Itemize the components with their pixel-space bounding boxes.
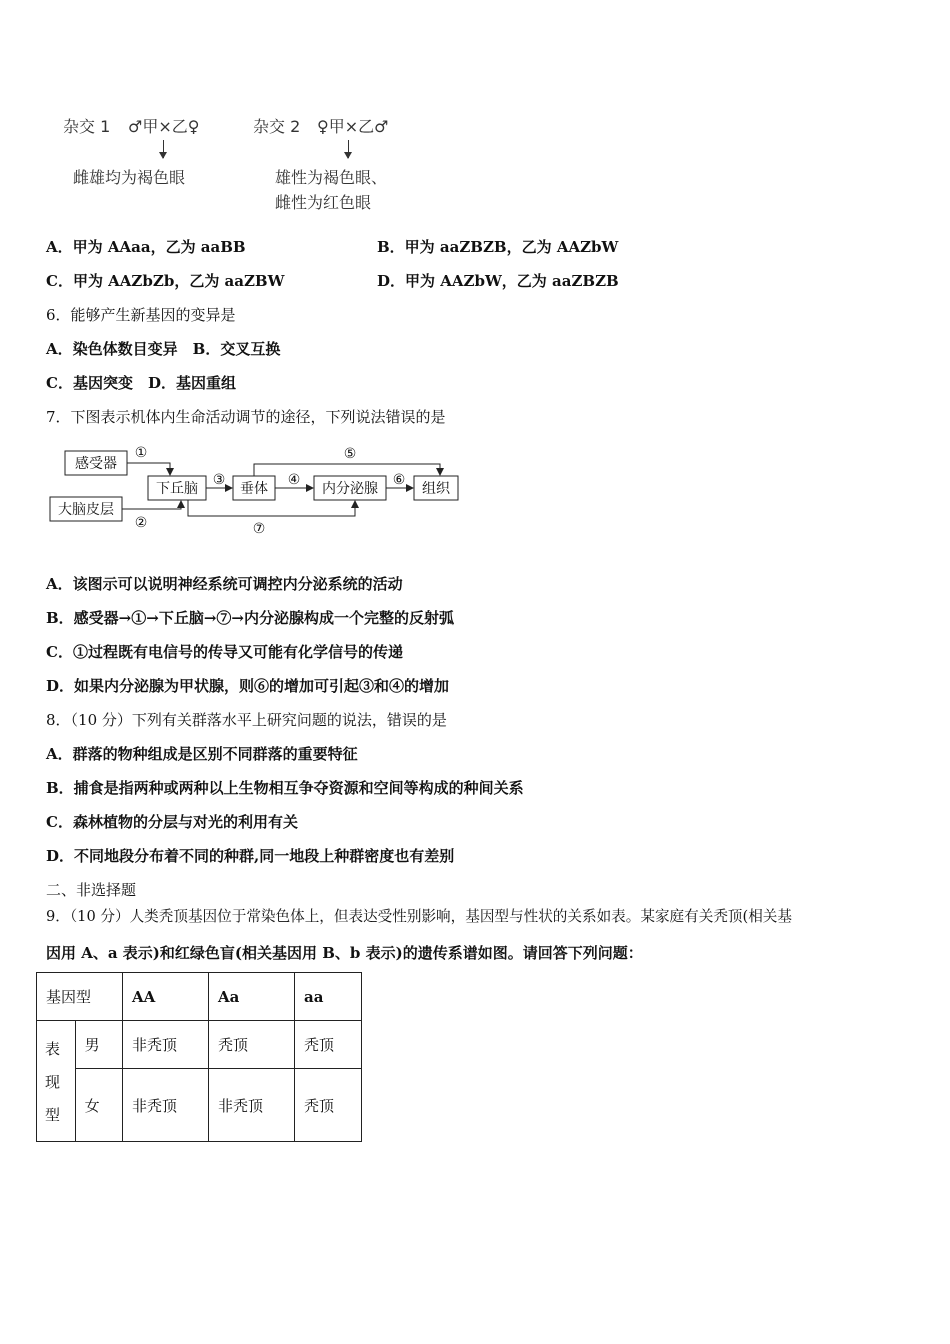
cortex-label: 大脑皮层 [58, 502, 114, 518]
phenotype-char-2: 现 [45, 1072, 61, 1091]
q9-stem-line1: 9．（10 分）人类秃顶基因位于常染色体上，但表达受性别影响，基因型与性状的关系如表。某家庭有关秃顶(相关基 [46, 908, 792, 925]
male-AA: 非秃顶 [123, 1021, 209, 1069]
sex-male: 男 [75, 1021, 122, 1069]
tissue-label: 组织 [422, 481, 450, 497]
regulation-diagram [40, 438, 480, 540]
q5-option-a: A．甲为 AAaa，乙为 aaBB [46, 238, 246, 256]
endocrine-label: 内分泌腺 [322, 481, 378, 497]
cross2-arrow [348, 140, 349, 158]
cross1-label: 杂交 1 [63, 117, 111, 136]
q8-option-d: D．不同地段分布着不同的种群,同一地段上种群密度也有差别 [46, 847, 455, 865]
phenotype-char-3: 型 [45, 1105, 61, 1124]
q8-stem: 8．（10 分）下列有关群落水平上研究问题的说法，错误的是 [46, 711, 447, 729]
q6-options-line1: A．染色体数目变异 B．交叉互换 [46, 340, 281, 358]
label-6: ⑥ [392, 472, 406, 488]
cross1-arrow [163, 140, 164, 158]
q8-option-b: B．捕食是指两种或两种以上生物相互争夺资源和空间等构成的种间关系 [46, 779, 524, 797]
table-row-female [37, 1069, 362, 1142]
section-heading: 二、非选择题 [46, 881, 137, 899]
arrow-1 [127, 463, 170, 475]
female-Aa: 非秃顶 [209, 1069, 295, 1142]
pituitary-label: 垂体 [240, 481, 268, 497]
phenotype-char-1: 表 [45, 1039, 61, 1058]
q5-option-d: D．甲为 AAZbW，乙为 aaZBZB [377, 272, 619, 290]
header-Aa: Aa [209, 973, 295, 1021]
cross2-result-line2: 雌性为红色眼 [275, 193, 372, 212]
genotype-table [36, 972, 362, 1142]
label-2: ② [134, 515, 148, 531]
header-genotype: 基因型 [37, 973, 123, 1021]
label-3: ③ [212, 472, 226, 488]
sex-female: 女 [75, 1069, 122, 1142]
q8-option-c: C．森林植物的分层与对光的利用有关 [46, 813, 298, 831]
q8-option-a: A．群落的物种组成是区别不同群落的重要特征 [46, 745, 358, 763]
cross1-parents: ♂甲×乙♀ [128, 117, 200, 136]
q7-option-a: A．该图示可以说明神经系统可调控内分泌系统的活动 [46, 575, 403, 593]
header-aa: aa [295, 973, 362, 1021]
q7-option-b: B．感受器→①→下丘脑→⑦→内分泌腺构成一个完整的反射弧 [46, 609, 454, 627]
header-AA: AA [123, 973, 209, 1021]
male-aa: 秃顶 [295, 1021, 362, 1069]
label-7: ⑦ [252, 521, 266, 537]
phenotype-label [37, 1021, 76, 1142]
q7-stem: 7．下图表示机体内生命活动调节的途径，下列说法错误的是 [46, 408, 446, 426]
q6-stem: 6．能够产生新基因的变异是 [46, 306, 236, 324]
table-row-male [37, 1021, 362, 1069]
q7-option-c: C．①过程既有电信号的传导又可能有化学信号的传递 [46, 643, 403, 661]
label-5: ⑤ [343, 446, 357, 462]
arrow-5 [254, 464, 440, 476]
receptor-label: 感受器 [75, 456, 117, 472]
arrow-7 [188, 500, 355, 516]
female-aa: 秃顶 [295, 1069, 362, 1142]
q5-option-c: C．甲为 AAZbZb，乙为 aaZBW [46, 272, 285, 290]
q9-stem-line2: 因用 A、a 表示)和红绿色盲(相关基因用 B、b 表示)的遗传系谱如图。请回答下列问题： [46, 944, 643, 962]
male-Aa: 秃顶 [209, 1021, 295, 1069]
female-AA: 非秃顶 [123, 1069, 209, 1142]
label-1: ① [134, 445, 148, 461]
arrow-2 [122, 501, 181, 509]
q5-option-b: B．甲为 aaZBZB，乙为 AAZbW [377, 238, 619, 256]
hypothalamus-label: 下丘脑 [156, 481, 198, 497]
q6-options-line2: C．基因突变 D．基因重组 [46, 374, 236, 392]
cross1-result: 雌雄均为褐色眼 [73, 168, 186, 187]
label-4: ④ [287, 472, 301, 488]
cross2-result-line1: 雄性为褐色眼、 [275, 168, 388, 187]
cross2-parents: ♀甲×乙♂ [317, 117, 389, 136]
table-header-row [37, 973, 362, 1021]
q7-option-d: D．如果内分泌腺为甲状腺，则⑥的增加可引起③和④的增加 [46, 677, 450, 695]
cross2-label: 杂交 2 [253, 117, 301, 136]
